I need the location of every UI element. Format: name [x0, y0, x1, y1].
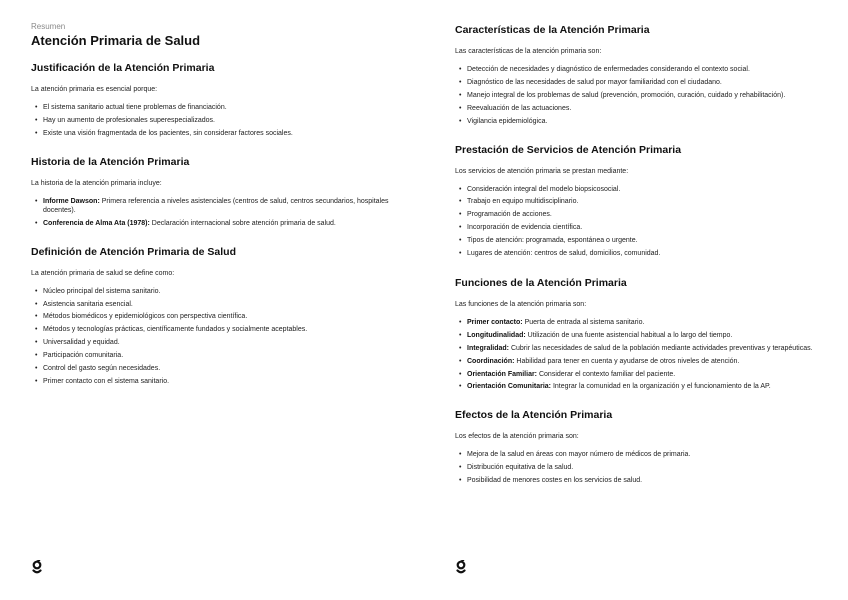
- bullet-list: [455, 450, 830, 485]
- list-item: • Orientación Familiar: Considerar el contexto familiar del paciente.: [467, 370, 830, 379]
- list-item: • Manejo integral de los problemas de salud (prevención, promoción, curación, cuidado y rehabilitación).: [467, 91, 830, 100]
- section-title: Características de la Atención Primaria: [455, 24, 650, 36]
- list-item: • Universalidad y equidad.: [43, 338, 404, 347]
- section-intro: Los efectos de la atención primaria son:: [455, 433, 579, 441]
- list-item: • Mejora de la salud en áreas con mayor número de médicos de primaria.: [467, 450, 830, 459]
- bullet-list: [455, 318, 830, 391]
- list-item: • Consideración integral del modelo biopsicosocial.: [467, 185, 830, 194]
- bullet-list: [31, 287, 404, 386]
- section-title: Prestación de Servicios de Atención Primaria: [455, 143, 682, 156]
- document-eyebrow: Resumen: [31, 22, 66, 31]
- list-item: • Distribución equitativa de la salud.: [467, 463, 830, 472]
- brand-logo-icon: [31, 560, 43, 574]
- section-title: Funciones de la Atención Primaria: [455, 277, 627, 290]
- list-item: • Conferencia de Alma Ata (1978): Declaración internacional sobre atención primaria de salud.: [43, 219, 404, 228]
- section-title: Historia de la Atención Primaria: [31, 155, 190, 168]
- section-intro: La atención primaria de salud se define como:: [31, 269, 175, 277]
- list-item: • Reevaluación de las actuaciones.: [467, 104, 830, 113]
- list-item: • Trabajo en equipo multidisciplinario.: [467, 197, 830, 206]
- list-item: • Control del gasto según necesidades.: [43, 364, 404, 373]
- list-item: • Programación de acciones.: [467, 210, 830, 219]
- section-intro: La historia de la atención primaria incluye:: [31, 179, 162, 187]
- list-item: • Incorporación de evidencia científica.: [467, 223, 830, 232]
- list-item: • Integralidad: Cubrir las necesidades de salud de la población mediante actividades preventivas y terapéuticas.: [467, 344, 830, 353]
- list-item: • Métodos y tecnologías prácticas, científicamente fundados y socialmente aceptables.: [43, 325, 404, 334]
- list-item: • Existe una visión fragmentada de los pacientes, sin considerar factores sociales.: [43, 129, 404, 138]
- list-item: • Posibilidad de menores costes en los servicios de salud.: [467, 476, 830, 485]
- section-historia: [31, 156, 404, 228]
- section-efectos: [455, 409, 830, 485]
- bullet-list: [455, 65, 830, 126]
- section-intro: Las características de la atención primaria son:: [455, 48, 602, 55]
- list-item: • Orientación Comunitaria: Integrar la comunidad en la organización y el funcionamiento de la AP.: [467, 382, 830, 391]
- document-title: Atención Primaria de Salud: [31, 33, 201, 48]
- section-title: Justificación de la Atención Primaria: [31, 62, 215, 74]
- bullet-list: [455, 185, 830, 258]
- list-item: • Diagnóstico de las necesidades de salud por mayor familiaridad con el ciudadano.: [467, 78, 830, 87]
- list-item: • Vigilancia epidemiológica.: [467, 117, 830, 126]
- section-caracteristicas: [455, 24, 830, 126]
- list-item: • Métodos biomédicos y epidemiológicos con perspectiva científica.: [43, 312, 404, 321]
- list-item: • Asistencia sanitaria esencial.: [43, 300, 404, 309]
- list-item: • Longitudinalidad: Utilización de una fuente asistencial habitual a lo largo del tiempo.: [467, 331, 830, 340]
- list-item: • Núcleo principal del sistema sanitario.: [43, 287, 404, 296]
- list-item: • El sistema sanitario actual tiene problemas de financiación.: [43, 103, 404, 112]
- list-item: • Tipos de atención: programada, espontánea o urgente.: [467, 236, 830, 245]
- list-item: • Coordinación: Habilidad para tener en cuenta y ayudarse de otros niveles de atención.: [467, 357, 830, 366]
- section-intro: Las funciones de la atención primaria son:: [455, 301, 587, 309]
- bullet-list: [31, 197, 404, 228]
- brand-logo-icon: [455, 560, 467, 574]
- bullet-list: [31, 103, 404, 138]
- section-funciones: [455, 277, 830, 391]
- list-item: • Informe Dawson: Primera referencia a niveles asistenciales (centros de salud, centros secundarios, hospitales docentes).: [43, 197, 404, 215]
- section-intro: Los servicios de atención primaria se prestan mediante:: [455, 167, 629, 175]
- page-right: [424, 0, 848, 600]
- list-item: • Primer contacto: Puerta de entrada al sistema sanitario.: [467, 318, 830, 327]
- list-item: • Lugares de atención: centros de salud, domicilios, comunidad.: [467, 249, 830, 258]
- list-item: • Primer contacto con el sistema sanitario.: [43, 377, 404, 386]
- list-item: • Participación comunitaria.: [43, 351, 404, 360]
- list-item: • Detección de necesidades y diagnóstico de enfermedades considerando el contexto social.: [467, 65, 830, 74]
- section-title: Efectos de la Atención Primaria: [455, 409, 613, 422]
- section-justificacion: [31, 62, 404, 138]
- list-item: • Hay un aumento de profesionales superespecializados.: [43, 116, 404, 125]
- section-definicion: [31, 246, 404, 386]
- section-prestacion: [455, 144, 830, 258]
- section-intro: La atención primaria es esencial porque:: [31, 86, 158, 93]
- section-title: Definición de Atención Primaria de Salud: [31, 245, 236, 258]
